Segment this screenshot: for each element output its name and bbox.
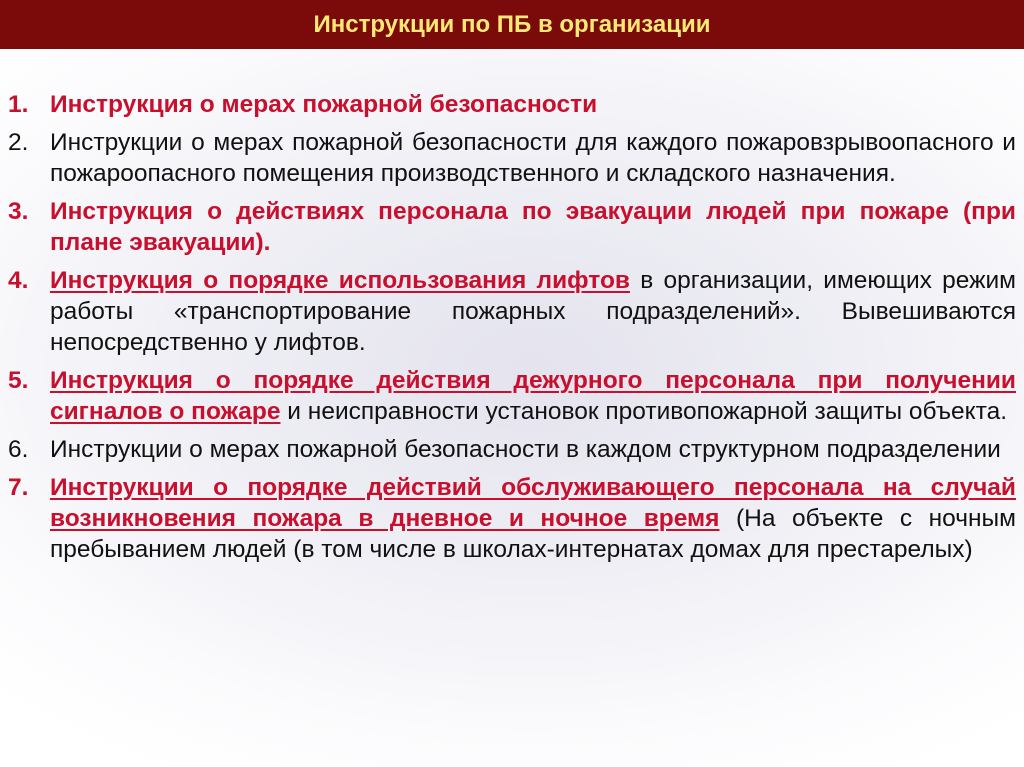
item-text: в организации, имеющих режим работы «транспортирование пожарных подразделений». Вывешиваются непосредственно у лифтов. (50, 267, 1017, 356)
item-text: и неисправности установок противопожарной защиты объекта. (280, 398, 1008, 425)
item-emphasis: Инструкция о порядке действия дежурного персонала при получении сигналов о пожаре (50, 367, 1016, 425)
list-item-1 (8, 89, 1016, 120)
item-number: 2. (8, 129, 29, 156)
list-item-6 (8, 434, 1016, 465)
item-number: 3. (8, 198, 29, 225)
item-number: 1. (8, 91, 29, 118)
item-number: 6. (8, 436, 29, 463)
item-body (50, 265, 1016, 358)
item-number: 7. (8, 474, 29, 501)
item-number: 5. (8, 367, 29, 394)
instructions-list (8, 89, 1016, 572)
slide-title: Инструкции по ПБ в организации (313, 10, 711, 38)
item-body (50, 365, 1016, 427)
list-item-3 (8, 196, 1016, 258)
list-item-4 (8, 265, 1016, 358)
list-item-5 (8, 365, 1016, 427)
item-emphasis: Инструкция о порядке использования лифтов (50, 267, 630, 294)
item-emphasis: Инструкция о действиях персонала по эвакуации людей при пожаре (при плане эвакуации). (50, 198, 1016, 256)
item-body (50, 434, 1016, 465)
list-item-2 (8, 127, 1016, 189)
item-text: Инструкции о мерах пожарной безопасности в каждом структурном подразделении (50, 436, 1001, 463)
item-text: (На объекте с ночным пребыванием людей (в том числе в школах-интернатах домах для престарелых) (50, 505, 1017, 563)
item-number: 4. (8, 267, 29, 294)
item-text: Инструкции о мерах пожарной безопасности для каждого пожаровзрывоопасного и пожароопасного помещения производственного и складского назначения. (50, 129, 1016, 187)
item-body (50, 196, 1016, 258)
list-item-7 (8, 472, 1016, 565)
title-bar (0, 0, 1024, 49)
item-emphasis: Инструкции о порядке действий обслуживающего персонала на случай возникновения пожара в дневное и ночное время (50, 474, 1016, 532)
item-body (50, 472, 1016, 565)
item-body (50, 89, 1016, 120)
item-emphasis: Инструкция о мерах пожарной безопасности (50, 91, 598, 118)
item-body (50, 127, 1016, 189)
